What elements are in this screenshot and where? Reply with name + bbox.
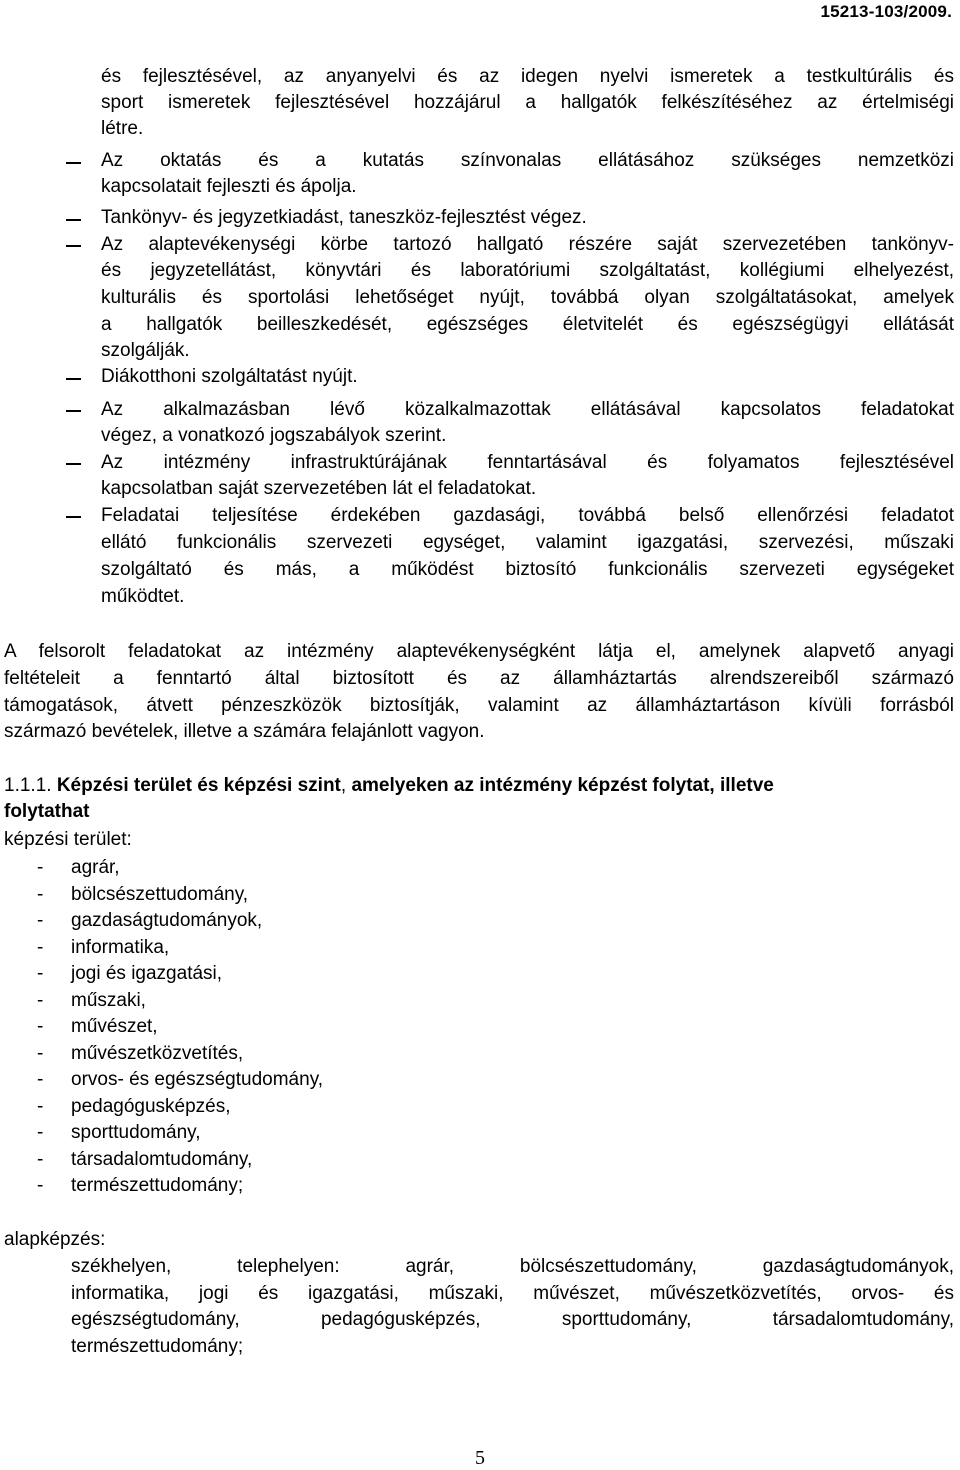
area-item: informatika, — [71, 937, 170, 958]
bullet-text: kapcsolatait fejleszti és ápolja. — [101, 176, 357, 197]
area-item: természettudomány; — [71, 1175, 244, 1196]
bullet-dash-icon — [66, 410, 81, 412]
section-number: 1.1.1. — [4, 775, 52, 796]
bullet-dash-icon — [66, 245, 81, 247]
section-title-part: amelyeken az intézmény képzést folytat, illetve — [351, 775, 774, 796]
area-dash: - — [37, 990, 44, 1011]
bullet-text: Az alaptevékenységi körbe tartozó hallgató részére saját szervezetében tankönyv- — [101, 234, 954, 255]
area-item: művészetközvetítés, — [71, 1043, 244, 1064]
area-dash: - — [37, 1016, 44, 1037]
intro-line: létre. — [101, 118, 144, 139]
area-dash: - — [37, 1122, 44, 1143]
bullet-text: Az alkalmazásban lévő közalkalmazottak ellátásával kapcsolatos feladatokat — [101, 399, 954, 420]
basic-training-line: egészségtudomány, pedagógusképzés, sporttudomány, társadalomtudomány, — [71, 1309, 954, 1330]
bullet-text: kulturális és sportolási lehetőséget nyújt, továbbá olyan szolgáltatásokat, amelyek — [101, 287, 954, 308]
page-number: 5 — [475, 1447, 485, 1469]
area-item: orvos- és egészségtudomány, — [71, 1069, 324, 1090]
area-item: agrár, — [71, 857, 120, 878]
bullet-dash-icon — [66, 463, 81, 465]
paragraph-line: feltételeit a fenntartó által biztosított és az államháztartás alrendszereiből származó — [4, 668, 954, 689]
bullet-dash-icon — [66, 219, 81, 221]
basic-training-line: székhelyen, telephelyen: agrár, bölcsészettudomány, gazdaságtudományok, — [71, 1256, 954, 1277]
bullet-dash-icon — [66, 162, 81, 164]
area-item: társadalomtudomány, — [71, 1149, 253, 1170]
basic-training-label: alapképzés: — [4, 1229, 106, 1250]
section-title-part: Képzési terület és képzési szint — [56, 775, 341, 796]
bullet-text: ellátó funkcionális szervezeti egységet, valamint igazgatási, szervezési, műszaki — [101, 532, 954, 553]
paragraph-line: származó bevételek, illetve a számára felajánlott vagyon. — [4, 721, 485, 742]
bullet-dash-icon — [66, 516, 81, 518]
paragraph-line: támogatások, átvett pénzeszközök biztosítják, valamint az államháztartáson kívüli forrásból — [4, 695, 954, 716]
section-title-separator: , — [340, 775, 347, 796]
bullet-text: a hallgatók beilleszkedését, egészséges életvitelét és egészségügyi ellátását — [101, 314, 954, 335]
bullet-text: szolgálják. — [101, 340, 190, 361]
bullet-text: Az oktatás és a kutatás színvonalas ellátásához szükséges nemzetközi — [101, 150, 954, 171]
intro-line: sport ismeretek fejlesztésével hozzájárul a hallgatók felkészítéséhez az értelmiségi — [101, 92, 954, 113]
document-reference-number: 15213-103/2009. — [820, 2, 952, 21]
area-item: sporttudomány, — [71, 1122, 201, 1143]
section-heading — [4, 773, 954, 799]
section-title-continuation: folytathat — [4, 801, 90, 822]
bullet-text: Diákotthoni szolgáltatást nyújt. — [101, 366, 358, 387]
bullet-text: szolgáltató és más, a működést biztosító funkcionális szervezeti egységeket — [101, 559, 954, 580]
area-item: gazdaságtudományok, — [71, 910, 263, 931]
area-dash: - — [37, 1175, 44, 1196]
area-item: pedagógusképzés, — [71, 1096, 231, 1117]
bullet-text: Az intézmény infrastruktúrájának fenntartásával és folyamatos fejlesztésével — [101, 452, 954, 473]
area-item: jogi és igazgatási, — [71, 963, 223, 984]
area-item: bölcsészettudomány, — [71, 884, 249, 905]
intro-line: és fejlesztésével, az anyanyelvi és az idegen nyelvi ismeretek a testkultúrális és — [101, 66, 954, 87]
bullet-text: működtet. — [101, 586, 185, 607]
bullet-text: kapcsolatban saját szervezetében lát el feladatokat. — [101, 478, 537, 499]
bullet-text: Feladatai teljesítése érdekében gazdasági, továbbá belső ellenőrzési feladatot — [101, 505, 954, 526]
bullet-text: és jegyzetellátást, könyvtári és laboratóriumi szolgáltatást, kollégiumi elhelyezést, — [101, 260, 954, 281]
area-dash: - — [37, 1096, 44, 1117]
area-dash: - — [37, 963, 44, 984]
bullet-text: Tankönyv- és jegyzetkiadást, taneszköz-fejlesztést végez. — [101, 207, 587, 228]
area-dash: - — [37, 857, 44, 878]
basic-training-line: természettudomány; — [71, 1336, 244, 1357]
area-item: művészet, — [71, 1016, 158, 1037]
bullet-text: végez, a vonatkozó jogszabályok szerint. — [101, 425, 447, 446]
paragraph-line: A felsorolt feladatokat az intézmény alaptevékenységként látja el, amelynek alapvető anyagi — [4, 641, 954, 662]
area-dash: - — [37, 1149, 44, 1170]
area-item: műszaki, — [71, 990, 146, 1011]
area-dash: - — [37, 884, 44, 905]
area-dash: - — [37, 1069, 44, 1090]
area-label: képzési terület: — [4, 829, 132, 850]
area-dash: - — [37, 910, 44, 931]
basic-training-line: informatika, jogi és igazgatási, műszaki, művészet, művészetközvetítés, orvos- és — [71, 1283, 954, 1304]
bullet-dash-icon — [66, 378, 81, 380]
area-dash: - — [37, 1043, 44, 1064]
area-dash: - — [37, 937, 44, 958]
